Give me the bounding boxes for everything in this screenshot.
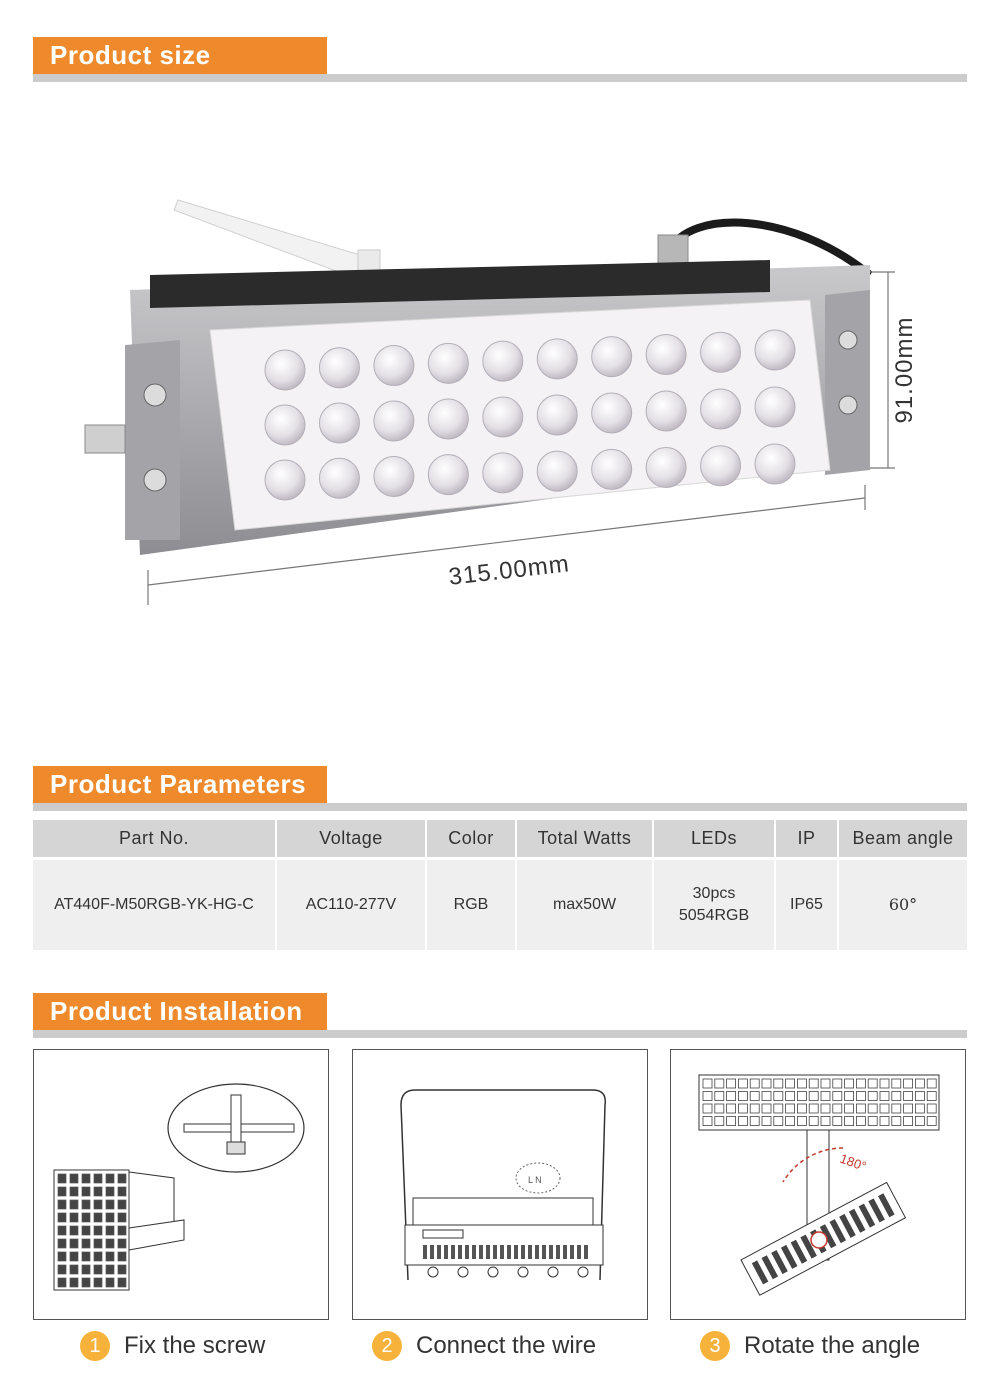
led-board (210, 300, 830, 530)
terminal-pin (563, 1245, 567, 1259)
terminal-pin (521, 1245, 525, 1259)
led-cell (82, 1200, 90, 1209)
terminal-pin (430, 1245, 434, 1259)
led-cell (94, 1265, 102, 1274)
led-cell (94, 1213, 102, 1222)
header-total-watts: Total Watts (516, 820, 653, 858)
rotate-diagram (671, 1050, 965, 1319)
led-lens (319, 403, 359, 443)
cell-part-no: AT440F-M50RGB-YK-HG-C (33, 858, 276, 950)
header-part-no: Part No. (33, 820, 276, 858)
led-cell (70, 1187, 78, 1196)
led-cell (70, 1265, 78, 1274)
antenna-icon (174, 200, 380, 282)
led-cell (118, 1174, 126, 1183)
led-cell (82, 1213, 90, 1222)
led-lens (483, 453, 523, 493)
cell-leds-type: 5054RGB (678, 906, 750, 924)
product-photo (70, 180, 950, 630)
led-lens (646, 391, 686, 431)
led-cell (106, 1174, 114, 1183)
terminal-pin (542, 1245, 546, 1259)
led-cell (82, 1174, 90, 1183)
led-cell (106, 1200, 114, 1209)
terminal-pin (486, 1245, 490, 1259)
svg-text:L N: L N (528, 1175, 542, 1185)
led-cell (94, 1252, 102, 1261)
led-cell (58, 1239, 66, 1248)
section-title: Product Installation (33, 993, 327, 1030)
terminal-pin (423, 1245, 427, 1259)
section-divider (33, 1030, 967, 1038)
terminal-pin (451, 1245, 455, 1259)
cell-total-watts: max50W (516, 858, 653, 950)
step-2 (372, 1328, 596, 1364)
led-cell (94, 1239, 102, 1248)
led-cell (106, 1252, 114, 1261)
led-cell (70, 1174, 78, 1183)
led-cell (82, 1252, 90, 1261)
led-cell (58, 1200, 66, 1209)
terminal-pin (500, 1245, 504, 1259)
step-number-badge: 2 (372, 1331, 402, 1361)
table-row (33, 858, 967, 950)
wire-diagram (353, 1050, 647, 1319)
section-header-parameters (33, 766, 967, 816)
led-cell (106, 1239, 114, 1248)
step-number-badge: 3 (700, 1331, 730, 1361)
led-cell (118, 1200, 126, 1209)
led-cell (82, 1265, 90, 1274)
led-cell (70, 1239, 78, 1248)
led-lens (701, 332, 741, 372)
terminal-pin (556, 1245, 560, 1259)
led-cell (106, 1265, 114, 1274)
section-divider (33, 74, 967, 82)
led-lens (701, 389, 741, 429)
led-cell (118, 1213, 126, 1222)
led-lens (428, 343, 468, 383)
led-lens (428, 455, 468, 495)
led-cell (106, 1187, 114, 1196)
led-cell (70, 1213, 78, 1222)
section-title: Product size (33, 37, 327, 74)
led-cell (118, 1187, 126, 1196)
led-cell (70, 1226, 78, 1235)
led-cell (82, 1187, 90, 1196)
led-lens (592, 449, 632, 489)
led-cell (82, 1278, 90, 1287)
led-cell (94, 1200, 102, 1209)
terminal-pin (437, 1245, 441, 1259)
led-lens (265, 460, 305, 500)
section-header-installation (33, 993, 967, 1043)
led-lens (537, 395, 577, 435)
step-1 (80, 1328, 265, 1364)
led-lens (755, 444, 795, 484)
step-text: Connect the wire (416, 1332, 597, 1359)
header-leds: LEDs (653, 820, 775, 858)
header-voltage: Voltage (276, 820, 426, 858)
terminal-pin (493, 1245, 497, 1259)
parameters-table (33, 820, 967, 950)
led-cell (106, 1278, 114, 1287)
cell-beam-angle: 60° (838, 858, 967, 950)
led-lens (374, 346, 414, 386)
led-cell (94, 1174, 102, 1183)
led-cell (106, 1226, 114, 1235)
section-header-size (33, 37, 967, 87)
terminal-pin (535, 1245, 539, 1259)
led-cell (58, 1265, 66, 1274)
install-panel-rotate (670, 1049, 966, 1320)
led-lens (755, 330, 795, 370)
terminal-pin (577, 1245, 581, 1259)
terminal-pin (514, 1245, 518, 1259)
terminal-pin (570, 1245, 574, 1259)
header-ip: IP (775, 820, 838, 858)
cell-leds (653, 858, 775, 950)
led-lens (483, 397, 523, 437)
terminal-pin (584, 1245, 588, 1259)
header-color: Color (426, 820, 516, 858)
cell-voltage: AC110-277V (276, 858, 426, 950)
section-divider (33, 803, 967, 811)
terminal-pin (465, 1245, 469, 1259)
terminal-pin (507, 1245, 511, 1259)
step-text: Rotate the angle (744, 1332, 921, 1359)
cell-leds-count: 30pcs (692, 884, 736, 902)
led-lens (428, 399, 468, 439)
led-lens (646, 334, 686, 374)
led-lens (374, 456, 414, 496)
led-cell (82, 1239, 90, 1248)
width-label: 315.00mm (447, 550, 571, 591)
terminal-pin (528, 1245, 532, 1259)
height-label: 91.00mm (891, 316, 918, 424)
led-cell (70, 1252, 78, 1261)
led-cell (70, 1200, 78, 1209)
rotation-label: 180° (837, 1150, 869, 1175)
led-cell (70, 1278, 78, 1287)
led-cell (94, 1226, 102, 1235)
section-title: Product Parameters (33, 766, 327, 803)
led-lens (646, 448, 686, 488)
led-cell (118, 1252, 126, 1261)
led-lens (537, 339, 577, 379)
led-cell (118, 1226, 126, 1235)
led-lens (374, 401, 414, 441)
terminal-pin (458, 1245, 462, 1259)
led-cell (82, 1226, 90, 1235)
led-cell (94, 1278, 102, 1287)
led-cell (58, 1252, 66, 1261)
terminal-pin (472, 1245, 476, 1259)
table-header-row (33, 820, 967, 858)
cell-ip: IP65 (775, 858, 838, 950)
led-cell (118, 1265, 126, 1274)
led-lens (701, 446, 741, 486)
led-cell (58, 1187, 66, 1196)
led-lens (265, 405, 305, 445)
terminal-pin (479, 1245, 483, 1259)
led-cell (118, 1278, 126, 1287)
install-panel-wire (352, 1049, 648, 1320)
led-cell (118, 1239, 126, 1248)
led-lens (319, 348, 359, 388)
led-cell (106, 1213, 114, 1222)
led-lens (265, 350, 305, 390)
led-lens (537, 451, 577, 491)
led-cell (58, 1174, 66, 1183)
screw-diagram (34, 1050, 328, 1319)
header-beam-angle: Beam angle (838, 820, 967, 858)
led-lens (319, 458, 359, 498)
led-lens (592, 393, 632, 433)
led-cell (58, 1213, 66, 1222)
led-lens (483, 341, 523, 381)
step-text: Fix the screw (124, 1332, 266, 1359)
install-panel-screw (33, 1049, 329, 1320)
terminal-pin (549, 1245, 553, 1259)
led-cell (58, 1278, 66, 1287)
led-cell (94, 1187, 102, 1196)
cell-color: RGB (426, 858, 516, 950)
step-number-badge: 1 (80, 1331, 110, 1361)
step-3 (700, 1328, 920, 1364)
led-cell (58, 1226, 66, 1235)
terminal-pin (444, 1245, 448, 1259)
led-lens (755, 387, 795, 427)
led-lens (592, 337, 632, 377)
